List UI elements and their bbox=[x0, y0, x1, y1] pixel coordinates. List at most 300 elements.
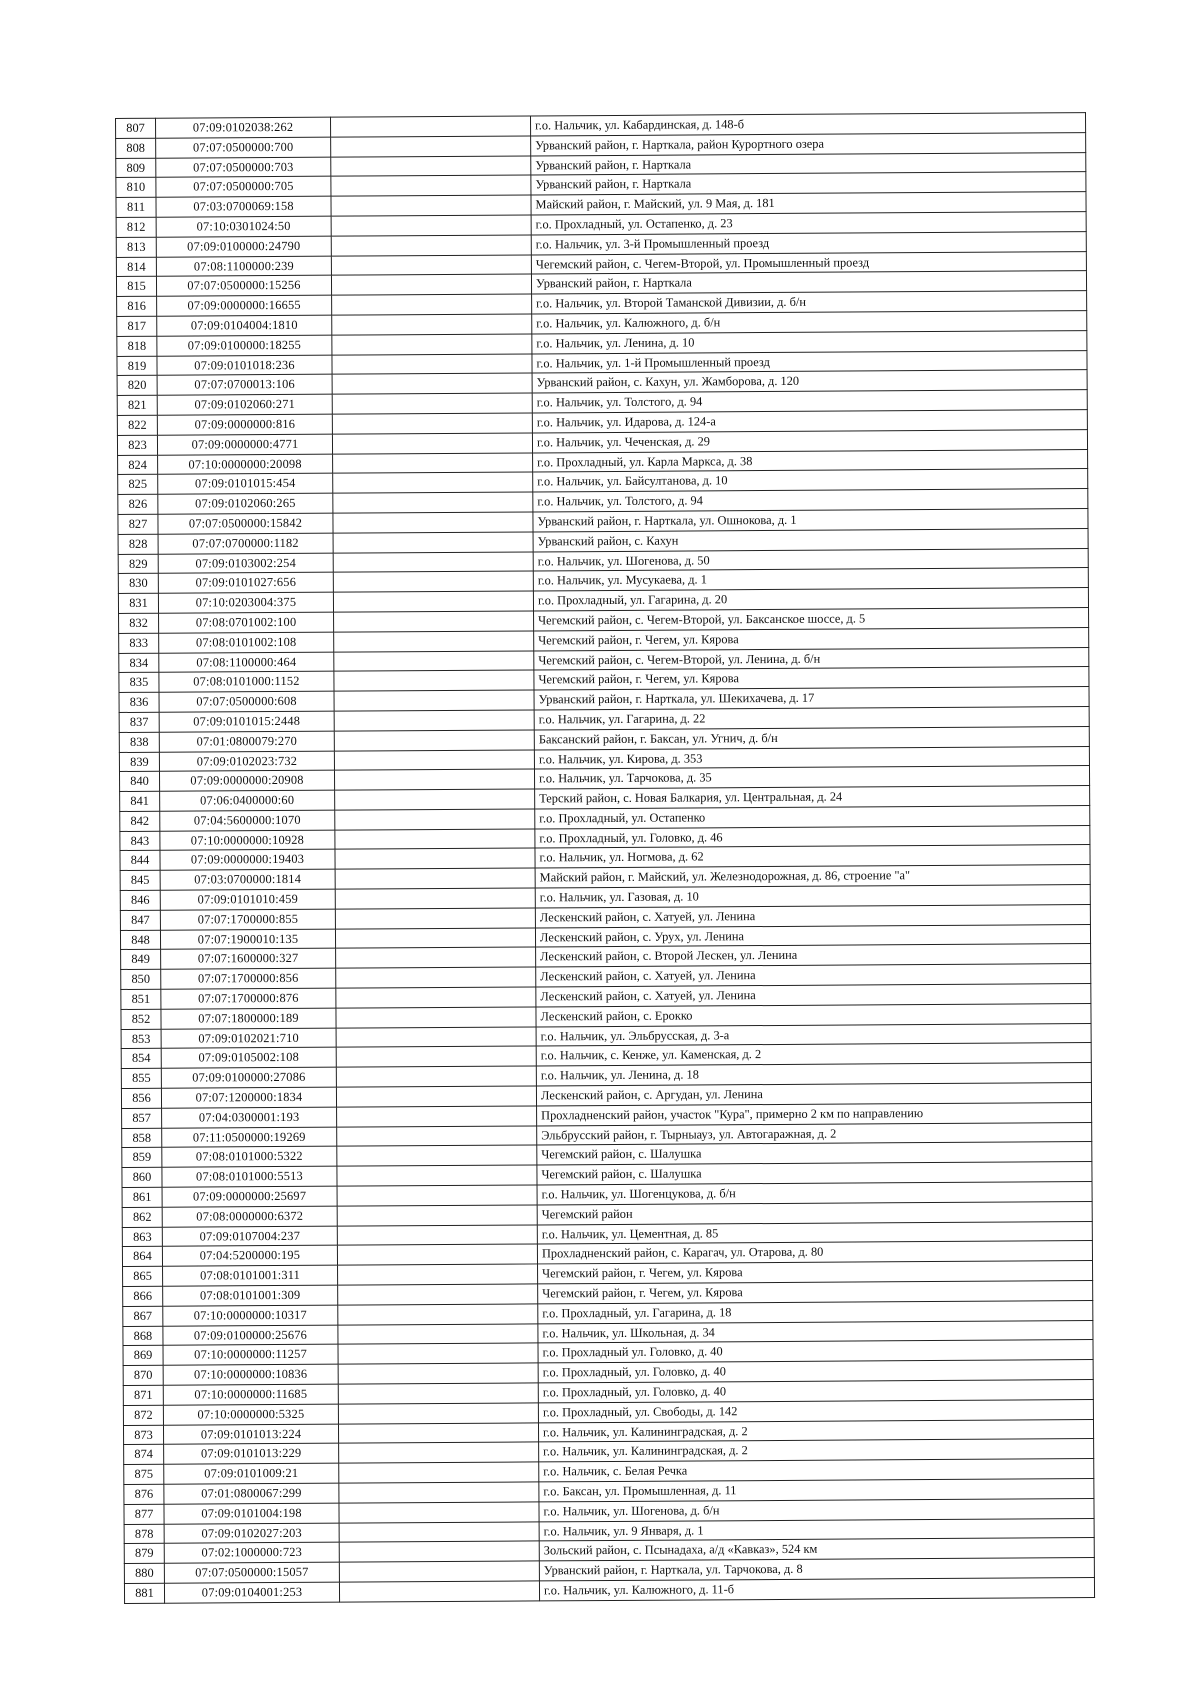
empty-cell bbox=[335, 928, 535, 949]
row-number: 852 bbox=[121, 1009, 161, 1029]
address: Лескенский район, с. Хатуей, ул. Ленина bbox=[535, 904, 1090, 927]
address: г.о. Нальчик, ул. Школьная, д. 34 bbox=[538, 1320, 1093, 1343]
address: г.о. Нальчик, ул. 9 Января, д. 1 bbox=[539, 1518, 1094, 1541]
empty-cell bbox=[338, 1324, 538, 1345]
empty-cell bbox=[336, 947, 536, 968]
address: г.о. Нальчик, ул. Цементная, д. 85 bbox=[537, 1221, 1092, 1244]
cadastral-number: 07:07:1800000:189 bbox=[161, 1008, 336, 1029]
cadastral-number: 07:10:0000000:11257 bbox=[163, 1345, 338, 1366]
row-number: 872 bbox=[123, 1405, 163, 1425]
row-number: 814 bbox=[116, 257, 156, 277]
row-number: 858 bbox=[122, 1128, 162, 1148]
cadastral-number: 07:09:0104001:253 bbox=[164, 1582, 339, 1603]
row-number: 848 bbox=[120, 930, 160, 950]
row-number: 860 bbox=[122, 1167, 162, 1187]
row-number: 854 bbox=[121, 1049, 161, 1069]
row-number: 813 bbox=[116, 237, 156, 257]
address: г.о. Прохладный ул. Головко, д. 40 bbox=[538, 1340, 1093, 1363]
row-number: 842 bbox=[120, 811, 160, 831]
address: г.о. Нальчик, ул. Шогенцукова, д. б/н bbox=[537, 1182, 1092, 1205]
cadastral-number: 07:08:0101000:5513 bbox=[162, 1166, 337, 1187]
empty-cell bbox=[336, 987, 536, 1008]
row-number: 853 bbox=[121, 1029, 161, 1049]
row-number: 830 bbox=[118, 574, 158, 594]
cadastral-number: 07:08:0101000:1152 bbox=[159, 671, 334, 692]
empty-cell bbox=[337, 1225, 537, 1246]
cadastral-number: 07:02:1000000:723 bbox=[164, 1543, 339, 1564]
cadastral-number: 07:09:0102023:732 bbox=[159, 751, 334, 772]
row-number: 870 bbox=[123, 1365, 163, 1385]
cadastral-number: 07:08:0701002:100 bbox=[159, 612, 334, 633]
empty-cell bbox=[338, 1284, 538, 1305]
address: г.о. Прохладный, ул. Карла Маркса, д. 38 bbox=[533, 449, 1088, 472]
cadastral-number: 07:07:1600000:327 bbox=[161, 949, 336, 970]
address: г.о. Прохладный, ул. Остапенко bbox=[535, 805, 1090, 828]
cadastral-number: 07:09:0101018:236 bbox=[157, 355, 332, 376]
cadastral-number: 07:09:0105002:108 bbox=[161, 1048, 336, 1069]
row-number: 862 bbox=[122, 1207, 162, 1227]
cadastral-number: 07:07:0700013:106 bbox=[157, 375, 332, 396]
cadastral-number: 07:04:0300001:193 bbox=[162, 1107, 337, 1128]
row-number: 868 bbox=[123, 1326, 163, 1346]
address: Лескенский район, с. Хатуей, ул. Ленина bbox=[536, 984, 1091, 1007]
empty-cell bbox=[338, 1304, 538, 1325]
address: г.о. Нальчик, ул. Гагарина, д. 22 bbox=[534, 706, 1089, 729]
empty-cell bbox=[331, 136, 531, 157]
empty-cell bbox=[331, 156, 531, 177]
property-table bbox=[115, 112, 1095, 1604]
cadastral-number: 07:08:0101002:108 bbox=[159, 632, 334, 653]
cadastral-number: 07:09:0000000:25697 bbox=[162, 1186, 337, 1207]
cadastral-number: 07:07:0700000:1182 bbox=[158, 533, 333, 554]
row-number: 822 bbox=[117, 415, 157, 435]
empty-cell bbox=[331, 195, 531, 216]
cadastral-number: 07:07:0500000:700 bbox=[156, 137, 331, 158]
cadastral-number: 07:09:0000000:816 bbox=[157, 414, 332, 435]
empty-cell bbox=[332, 314, 532, 335]
empty-cell bbox=[339, 1442, 539, 1463]
address: Урванский район, г. Нарткала bbox=[531, 172, 1086, 195]
cadastral-number: 07:07:0500000:703 bbox=[156, 157, 331, 178]
empty-cell bbox=[337, 1205, 537, 1226]
empty-cell bbox=[335, 888, 535, 909]
address: г.о. Нальчик, ул. Идарова, д. 124-а bbox=[532, 410, 1087, 433]
empty-cell bbox=[333, 571, 533, 592]
address: Чегемский район, г. Чегем, ул. Кярова bbox=[538, 1261, 1093, 1284]
cadastral-number: 07:09:0102021:710 bbox=[161, 1028, 336, 1049]
address: г.о. Нальчик, ул. Кабардинская, д. 148-б bbox=[530, 113, 1085, 136]
cadastral-number: 07:07:1700000:856 bbox=[161, 968, 336, 989]
property-table-page bbox=[115, 118, 1085, 1604]
row-number: 833 bbox=[119, 633, 159, 653]
cadastral-number: 07:06:0400000:60 bbox=[160, 790, 335, 811]
empty-cell bbox=[339, 1462, 539, 1483]
row-number: 863 bbox=[122, 1227, 162, 1247]
cadastral-number: 07:07:1200000:1834 bbox=[161, 1087, 336, 1108]
cadastral-number: 07:09:0101004:198 bbox=[164, 1503, 339, 1524]
address: г.о. Нальчик, ул. Байсултанова, д. 10 bbox=[533, 469, 1088, 492]
row-number: 826 bbox=[118, 494, 158, 514]
row-number: 876 bbox=[124, 1484, 164, 1504]
empty-cell bbox=[333, 492, 533, 513]
row-number: 834 bbox=[119, 653, 159, 673]
row-number: 811 bbox=[116, 197, 156, 217]
address: Чегемский район, с. Чегем-Второй, ул. Ленина, д. б/н bbox=[534, 647, 1089, 670]
address: г.о. Нальчик, ул. Второй Таманской Дивизии, д. б/н bbox=[532, 291, 1087, 314]
empty-cell bbox=[339, 1502, 539, 1523]
row-number: 881 bbox=[124, 1583, 164, 1603]
empty-cell bbox=[337, 1244, 537, 1265]
address: Чегемский район, с. Шалушка bbox=[537, 1142, 1092, 1165]
empty-cell bbox=[330, 116, 530, 137]
row-number: 828 bbox=[118, 534, 158, 554]
empty-cell bbox=[335, 829, 535, 850]
cadastral-number: 07:04:5200000:195 bbox=[162, 1246, 337, 1267]
address: г.о. Нальчик, ул. Калюжного, д. 11-б bbox=[539, 1578, 1094, 1601]
row-number: 878 bbox=[124, 1524, 164, 1544]
cadastral-number: 07:09:0101013:224 bbox=[163, 1424, 338, 1445]
empty-cell bbox=[331, 274, 531, 295]
empty-cell bbox=[338, 1403, 538, 1424]
row-number: 857 bbox=[122, 1108, 162, 1128]
cadastral-number: 07:08:1100000:464 bbox=[159, 652, 334, 673]
cadastral-number: 07:09:0102038:262 bbox=[156, 117, 331, 138]
cadastral-number: 07:01:0800079:270 bbox=[159, 731, 334, 752]
empty-cell bbox=[333, 551, 533, 572]
empty-cell bbox=[332, 354, 532, 375]
row-number: 843 bbox=[120, 831, 160, 851]
empty-cell bbox=[331, 255, 531, 276]
empty-cell bbox=[333, 453, 533, 474]
row-number: 815 bbox=[116, 277, 156, 297]
address: г.о. Нальчик, ул. Ленина, д. 10 bbox=[532, 330, 1087, 353]
address: г.о. Нальчик, с. Кенже, ул. Каменская, д. 2 bbox=[536, 1043, 1091, 1066]
cadastral-number: 07:08:0101001:311 bbox=[163, 1265, 338, 1286]
empty-cell bbox=[338, 1363, 538, 1384]
cadastral-number: 07:09:0101010:459 bbox=[160, 889, 335, 910]
cadastral-number: 07:11:0500000:19269 bbox=[162, 1127, 337, 1148]
row-number: 841 bbox=[120, 791, 160, 811]
row-number: 808 bbox=[116, 138, 156, 158]
empty-cell bbox=[338, 1383, 538, 1404]
cadastral-number: 07:07:0500000:15256 bbox=[156, 276, 331, 297]
address: г.о. Нальчик, ул. Шогенова, д. 50 bbox=[533, 548, 1088, 571]
empty-cell bbox=[332, 413, 532, 434]
cadastral-number: 07:07:0500000:15842 bbox=[158, 513, 333, 534]
address: Лескенский район, с. Аргудан, ул. Ленина bbox=[536, 1083, 1091, 1106]
empty-cell bbox=[339, 1482, 539, 1503]
row-number: 850 bbox=[121, 970, 161, 990]
cadastral-number: 07:07:1900010:135 bbox=[160, 929, 335, 950]
empty-cell bbox=[338, 1423, 538, 1444]
address: Чегемский район, г. Чегем, ул. Кярова bbox=[534, 667, 1089, 690]
cadastral-number: 07:09:0107004:237 bbox=[162, 1226, 337, 1247]
empty-cell bbox=[334, 650, 534, 671]
address: Терский район, с. Новая Балкария, ул. Центральная, д. 24 bbox=[535, 786, 1090, 809]
cadastral-number: 07:10:0301024:50 bbox=[156, 216, 331, 237]
address: Чегемский район, г. Чегем, ул. Кярова bbox=[538, 1281, 1093, 1304]
row-number: 838 bbox=[119, 732, 159, 752]
row-number: 871 bbox=[123, 1385, 163, 1405]
row-number: 825 bbox=[118, 475, 158, 495]
empty-cell bbox=[335, 848, 535, 869]
address: г.о. Нальчик, ул. Мусукаева, д. 1 bbox=[533, 568, 1088, 591]
address: Урванский район, г. Нарткала, район Курортного озера bbox=[531, 132, 1086, 155]
cadastral-number: 07:10:0000000:10836 bbox=[163, 1364, 338, 1385]
address: г.о. Нальчик, ул. Ногмова, д. 62 bbox=[535, 845, 1090, 868]
cadastral-number: 07:08:0000000:6372 bbox=[162, 1206, 337, 1227]
empty-cell bbox=[339, 1561, 539, 1582]
empty-cell bbox=[331, 175, 531, 196]
empty-cell bbox=[333, 512, 533, 533]
property-table-body bbox=[116, 113, 1095, 1604]
cadastral-number: 07:09:0100000:18255 bbox=[157, 335, 332, 356]
cadastral-number: 07:08:1100000:239 bbox=[156, 256, 331, 277]
empty-cell bbox=[337, 1106, 537, 1127]
empty-cell bbox=[337, 1185, 537, 1206]
cadastral-number: 07:10:0203004:375 bbox=[158, 592, 333, 613]
empty-cell bbox=[336, 1066, 536, 1087]
row-number: 809 bbox=[116, 158, 156, 178]
cadastral-number: 07:07:0500000:15057 bbox=[164, 1562, 339, 1583]
address: г.о. Нальчик, ул. Калюжного, д. б/н bbox=[532, 311, 1087, 334]
cadastral-number: 07:08:0101001:309 bbox=[163, 1285, 338, 1306]
cadastral-number: 07:09:0102060:265 bbox=[158, 493, 333, 514]
cadastral-number: 07:09:0101009:21 bbox=[164, 1463, 339, 1484]
address: Эльбрусский район, г. Тырныауз, ул. Автогаражная, д. 2 bbox=[537, 1122, 1092, 1145]
empty-cell bbox=[336, 967, 536, 988]
empty-cell bbox=[334, 730, 534, 751]
address: г.о. Баксан, ул. Промышленная, д. 11 bbox=[539, 1479, 1094, 1502]
address: г.о. Нальчик, ул. Шогенова, д. б/н bbox=[539, 1498, 1094, 1521]
address: г.о. Прохладный, ул. Свободы, д. 142 bbox=[538, 1399, 1093, 1422]
empty-cell bbox=[332, 393, 532, 414]
row-number: 879 bbox=[124, 1544, 164, 1564]
empty-cell bbox=[331, 215, 531, 236]
address: г.о. Нальчик, с. Белая Речка bbox=[539, 1459, 1094, 1482]
cadastral-number: 07:07:0500000:705 bbox=[156, 177, 331, 198]
row-number: 839 bbox=[119, 752, 159, 772]
empty-cell bbox=[332, 373, 532, 394]
row-number: 827 bbox=[118, 514, 158, 534]
row-number: 807 bbox=[116, 118, 156, 138]
row-number: 824 bbox=[118, 455, 158, 475]
address: Урванский район, г. Нарткала bbox=[531, 152, 1086, 175]
address: г.о. Нальчик, ул. Газовая, д. 10 bbox=[535, 885, 1090, 908]
address: Лескенский район, с. Второй Лескен, ул. Ленина bbox=[536, 944, 1091, 967]
address: Прохладненский район, с. Карагач, ул. Отарова, д. 80 bbox=[537, 1241, 1092, 1264]
cadastral-number: 07:09:0101027:656 bbox=[158, 573, 333, 594]
address: Майский район, г. Майский, ул. Железнодорожная, д. 86, строение "а" bbox=[535, 865, 1090, 888]
row-number: 865 bbox=[123, 1266, 163, 1286]
cadastral-number: 07:08:0101000:5322 bbox=[162, 1147, 337, 1168]
row-number: 835 bbox=[119, 673, 159, 693]
address: Чегемский район bbox=[537, 1201, 1092, 1224]
address: Лескенский район, с. Урух, ул. Ленина bbox=[535, 924, 1090, 947]
row-number: 810 bbox=[116, 178, 156, 198]
empty-cell bbox=[339, 1581, 539, 1602]
empty-cell bbox=[336, 1086, 536, 1107]
row-number: 837 bbox=[119, 712, 159, 732]
empty-cell bbox=[337, 1165, 537, 1186]
cadastral-number: 07:09:0101015:454 bbox=[158, 474, 333, 495]
empty-cell bbox=[335, 868, 535, 889]
address: Майский район, г. Майский, ул. 9 Мая, д. 181 bbox=[531, 192, 1086, 215]
cadastral-number: 07:03:0700069:158 bbox=[156, 196, 331, 217]
address: Урванский район, г. Нарткала, ул. Шекихачева, д. 17 bbox=[534, 687, 1089, 710]
cadastral-number: 07:09:0000000:16655 bbox=[157, 295, 332, 316]
empty-cell bbox=[332, 294, 532, 315]
row-number: 823 bbox=[117, 435, 157, 455]
address: г.о. Нальчик, ул. 3-й Промышленный проезд bbox=[531, 231, 1086, 254]
row-number: 856 bbox=[121, 1088, 161, 1108]
address: Баксанский район, г. Баксан, ул. Угнич, д. б/н bbox=[534, 726, 1089, 749]
cadastral-number: 07:09:0100000:25676 bbox=[163, 1325, 338, 1346]
address: Урванский район, с. Кахун, ул. Жамборова, д. 120 bbox=[532, 370, 1087, 393]
address: г.о. Прохладный, ул. Гагарина, д. 20 bbox=[533, 588, 1088, 611]
row-number: 851 bbox=[121, 989, 161, 1009]
empty-cell bbox=[333, 591, 533, 612]
address: Лескенский район, с. Хатуей, ул. Ленина bbox=[536, 964, 1091, 987]
empty-cell bbox=[334, 631, 534, 652]
cadastral-number: 07:07:1700000:876 bbox=[161, 988, 336, 1009]
cadastral-number: 07:09:0102027:203 bbox=[164, 1523, 339, 1544]
address: Лескенский район, с. Ерокко bbox=[536, 1003, 1091, 1026]
cadastral-number: 07:09:0100000:27086 bbox=[161, 1067, 336, 1088]
address: г.о. Нальчик, ул. Толстого, д. 94 bbox=[532, 390, 1087, 413]
row-number: 880 bbox=[124, 1563, 164, 1583]
row-number: 846 bbox=[120, 890, 160, 910]
cadastral-number: 07:09:0101015:2448 bbox=[159, 711, 334, 732]
row-number: 864 bbox=[122, 1247, 162, 1267]
address: Урванский район, г. Нарткала bbox=[531, 271, 1086, 294]
row-number: 821 bbox=[117, 395, 157, 415]
cadastral-number: 07:07:0500000:608 bbox=[159, 691, 334, 712]
address: Урванский район, г. Нарткала, ул. Ошнокова, д. 1 bbox=[533, 509, 1088, 532]
empty-cell bbox=[337, 1126, 537, 1147]
cadastral-number: 07:03:0700000:1814 bbox=[160, 869, 335, 890]
row-number: 836 bbox=[119, 692, 159, 712]
empty-cell bbox=[336, 1046, 536, 1067]
empty-cell bbox=[332, 433, 532, 454]
empty-cell bbox=[331, 235, 531, 256]
cadastral-number: 07:09:0000000:4771 bbox=[157, 434, 332, 455]
empty-cell bbox=[335, 809, 535, 830]
cadastral-number: 07:10:0000000:20098 bbox=[158, 454, 333, 475]
empty-cell bbox=[338, 1343, 538, 1364]
empty-cell bbox=[333, 472, 533, 493]
address: Чегемский район, с. Чегем-Второй, ул. Промышленный проезд bbox=[531, 251, 1086, 274]
row-number: 861 bbox=[122, 1187, 162, 1207]
cadastral-number: 07:10:0000000:10317 bbox=[163, 1305, 338, 1326]
row-number: 820 bbox=[117, 376, 157, 396]
address: г.о. Нальчик, ул. Ленина, д. 18 bbox=[536, 1063, 1091, 1086]
cadastral-number: 07:10:0000000:5325 bbox=[163, 1404, 338, 1425]
row-number: 875 bbox=[124, 1464, 164, 1484]
address: г.о. Нальчик, ул. Эльбрусская, д. 3-а bbox=[536, 1023, 1091, 1046]
empty-cell bbox=[335, 789, 535, 810]
address: г.о. Нальчик, ул. Калининградская, д. 2 bbox=[538, 1419, 1093, 1442]
cadastral-number: 07:09:0000000:19403 bbox=[160, 850, 335, 871]
row-number: 840 bbox=[119, 772, 159, 792]
empty-cell bbox=[334, 670, 534, 691]
address: Урванский район, с. Кахун bbox=[533, 528, 1088, 551]
row-number: 874 bbox=[124, 1445, 164, 1465]
empty-cell bbox=[334, 769, 534, 790]
row-number: 829 bbox=[118, 554, 158, 574]
address: г.о. Прохладный, ул. Головко, д. 40 bbox=[538, 1380, 1093, 1403]
row-number: 819 bbox=[117, 356, 157, 376]
empty-cell bbox=[339, 1522, 539, 1543]
address: Чегемский район, с. Чегем-Второй, ул. Баксанское шоссе, д. 5 bbox=[534, 607, 1089, 630]
cadastral-number: 07:10:0000000:10928 bbox=[160, 830, 335, 851]
row-number: 816 bbox=[117, 296, 157, 316]
row-number: 859 bbox=[122, 1148, 162, 1168]
address: г.о. Нальчик, ул. 1-й Промышленный проезд bbox=[532, 350, 1087, 373]
cadastral-number: 07:09:0104004:1810 bbox=[157, 315, 332, 336]
cadastral-number: 07:07:1700000:855 bbox=[160, 909, 335, 930]
address: Урванский район, г. Нарткала, ул. Тарчокова, д. 8 bbox=[539, 1558, 1094, 1581]
address: г.о. Нальчик, ул. Тарчокова, д. 35 bbox=[534, 766, 1089, 789]
cadastral-number: 07:09:0101013:229 bbox=[164, 1444, 339, 1465]
empty-cell bbox=[334, 611, 534, 632]
cadastral-number: 07:09:0100000:24790 bbox=[156, 236, 331, 257]
empty-cell bbox=[339, 1541, 539, 1562]
row-number: 818 bbox=[117, 336, 157, 356]
address: Прохладненский район, участок "Кура", примерно 2 км по направлению bbox=[537, 1102, 1092, 1125]
row-number: 831 bbox=[118, 593, 158, 613]
row-number: 877 bbox=[124, 1504, 164, 1524]
address: г.о. Прохладный, ул. Гагарина, д. 18 bbox=[538, 1300, 1093, 1323]
cadastral-number: 07:09:0102060:271 bbox=[157, 394, 332, 415]
row-number: 867 bbox=[123, 1306, 163, 1326]
address: г.о. Нальчик, ул. Кирова, д. 353 bbox=[534, 746, 1089, 769]
row-number: 855 bbox=[121, 1068, 161, 1088]
empty-cell bbox=[337, 1145, 537, 1166]
row-number: 849 bbox=[121, 950, 161, 970]
cadastral-number: 07:04:5600000:1070 bbox=[160, 810, 335, 831]
empty-cell bbox=[336, 1007, 536, 1028]
empty-cell bbox=[334, 710, 534, 731]
address: г.о. Нальчик, ул. Толстого, д. 94 bbox=[533, 489, 1088, 512]
row-number: 866 bbox=[123, 1286, 163, 1306]
address: г.о. Нальчик, ул. Калининградская, д. 2 bbox=[539, 1439, 1094, 1462]
empty-cell bbox=[332, 334, 532, 355]
row-number: 845 bbox=[120, 871, 160, 891]
row-number: 869 bbox=[123, 1346, 163, 1366]
address: г.о. Прохладный, ул. Головко, д. 40 bbox=[538, 1360, 1093, 1383]
cadastral-number: 07:01:0800067:299 bbox=[164, 1483, 339, 1504]
row-number: 812 bbox=[116, 217, 156, 237]
empty-cell bbox=[335, 908, 535, 929]
address: г.о. Прохладный, ул. Головко, д. 46 bbox=[535, 825, 1090, 848]
row-number: 873 bbox=[123, 1425, 163, 1445]
address: г.о. Нальчик, ул. Чеченская, д. 29 bbox=[532, 429, 1087, 452]
cadastral-number: 07:09:0103002:254 bbox=[158, 553, 333, 574]
cadastral-number: 07:10:0000000:11685 bbox=[163, 1384, 338, 1405]
empty-cell bbox=[334, 749, 534, 770]
row-number: 832 bbox=[119, 613, 159, 633]
row-number: 817 bbox=[117, 316, 157, 336]
cadastral-number: 07:09:0000000:20908 bbox=[159, 770, 334, 791]
empty-cell bbox=[333, 532, 533, 553]
address: г.о. Прохладный, ул. Остапенко, д. 23 bbox=[531, 212, 1086, 235]
row-number: 844 bbox=[120, 851, 160, 871]
empty-cell bbox=[334, 690, 534, 711]
empty-cell bbox=[336, 1027, 536, 1048]
address: Зольский район, с. Псынадаха, а/д «Кавказ», 524 км bbox=[539, 1538, 1094, 1561]
row-number: 847 bbox=[120, 910, 160, 930]
